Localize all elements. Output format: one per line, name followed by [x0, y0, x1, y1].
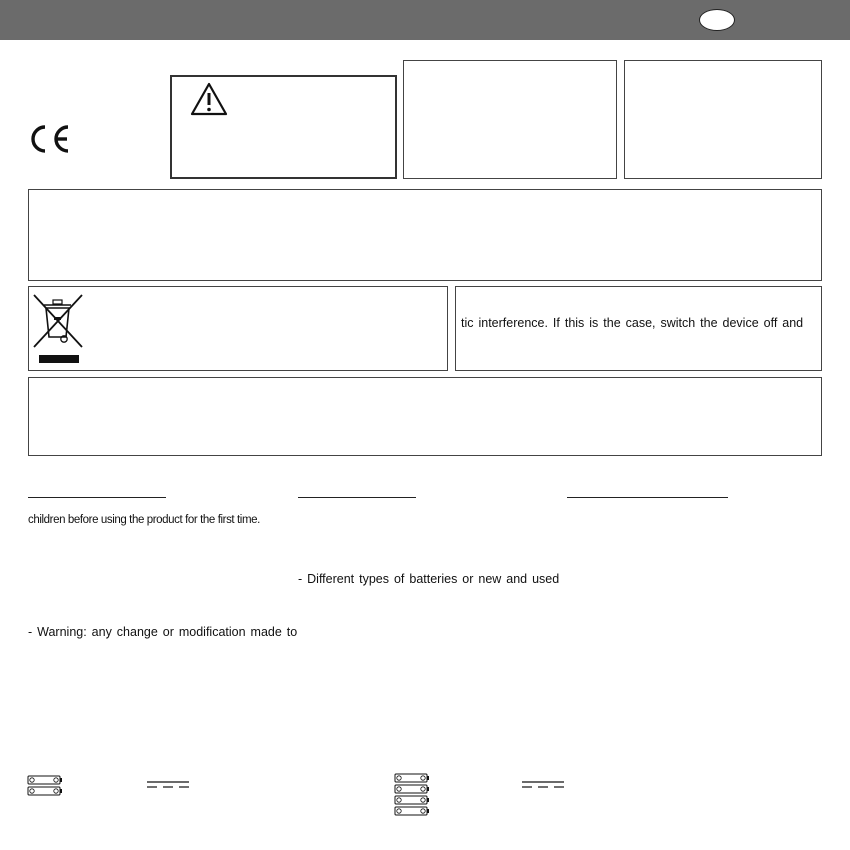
ce-mark-icon [26, 124, 72, 154]
two-batteries-icon [27, 775, 63, 797]
col1-text-line-1: children before using the product for the first time. [28, 514, 260, 526]
heading-rule-col3 [567, 497, 728, 498]
four-batteries-icon [394, 773, 430, 817]
direct-current-symbol-icon [522, 780, 564, 790]
notice-box-wide-2 [28, 377, 822, 456]
notice-box-wide-1 [28, 189, 822, 281]
weee-box [28, 286, 448, 371]
info-box-middle [403, 60, 617, 179]
info-box-right [624, 60, 822, 179]
warning-box [170, 75, 397, 179]
col1-text-line-2: - Warning: any change or modification made to [28, 625, 298, 639]
warning-triangle-icon [189, 81, 229, 117]
language-badge [699, 9, 735, 31]
interference-box [455, 286, 822, 371]
col2-text-line-1: - Different types of batteries or new and used [298, 572, 560, 586]
heading-rule-col2 [298, 497, 416, 498]
interference-text: tic interference. If this is the case, switch the device off and [461, 316, 804, 330]
heading-rule-col1 [28, 497, 166, 498]
crossed-out-wheelie-bin-icon [31, 291, 87, 367]
direct-current-symbol-icon [147, 780, 189, 790]
